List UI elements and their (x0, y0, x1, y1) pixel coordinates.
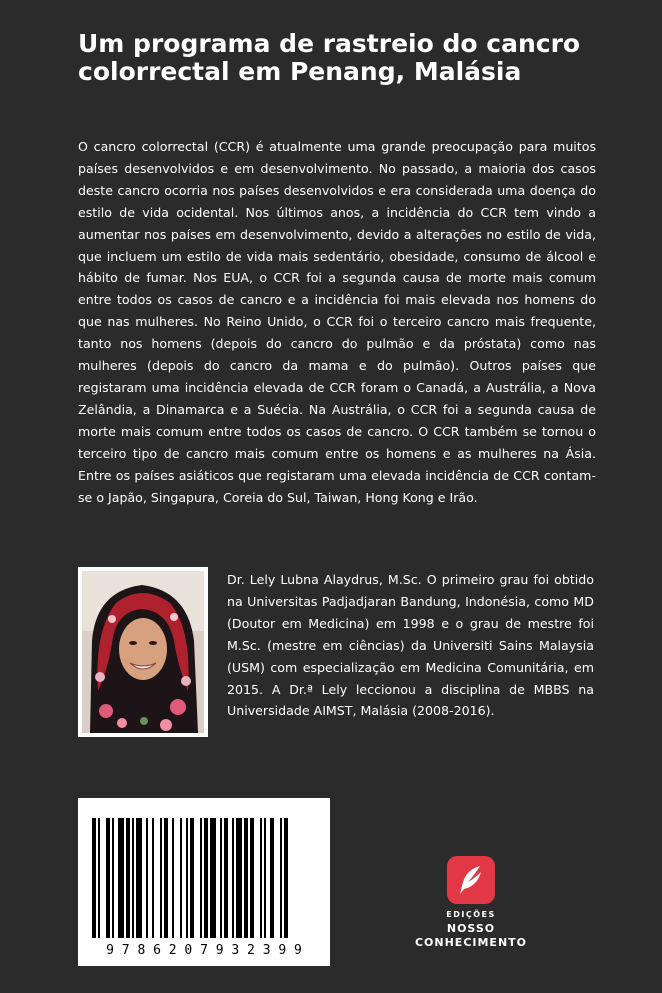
barcode-bar (126, 818, 130, 938)
barcode-bar (186, 818, 188, 938)
publisher-line1: EDIÇÕES (446, 910, 496, 919)
book-title: Um programa de rastreio do cancro colorrectal em Penang, Malásia (78, 29, 581, 86)
author-photo-frame (78, 567, 208, 737)
barcode-bar (98, 818, 100, 938)
quill-icon (447, 856, 495, 904)
author-bio: Dr. Lely Lubna Alaydrus, M.Sc. O primeiro grau foi obtido na Universitas Padjadjaran Bandung, Indonésia, como MD (Doutor em Medicina) em 1998 e o grau de mestre foi M.Sc. (mestre em ciências) da Universiti Sains Malaysia (USM) com especialização em Medicina Comunitária, em 2015. A Dr.ª Lely leccionou a disciplina de MBBS na Universidade AIMST, Malásia (2008-2016). (227, 572, 594, 719)
publisher-logo (389, 856, 553, 949)
book-summary: O cancro colorrectal (CCR) é atualmente uma grande preocupação para muitos países desenvolvidos e em desenvolvimento. No passado, a maioria dos casos deste cancro ocorria nos países desenvolvidos e era considerada uma doença do estilo de vida ocidental. Nos últimos anos, a incidência do CCR tem vindo a aumentar nos países em desenvolvimento, devido a alterações no estilo de vida, que incluem um estilo de vida mais sedentário, obesidade, consumo de álcool e hábito de fumar. Nos EUA, o CCR foi a segunda causa de morte mais comum entre todos os casos de cancro e a incidência foi mais elevada nos homens do que nas mulheres. No Reino Unido, o CCR foi o terceiro cancro mais frequente, tanto nos homens (depois do cancro do pulmão e da próstata) como nas mulheres (depois do cancro da mama e do pulmão). Outros países que registaram uma incidência elevada de CCR foram o Canadá, a Austrália, a Nova Zelândia, a Dinamarca e a Suécia. Na Austrália, o CCR foi a segunda causa de morte mais comum entre todos os casos de cancro. O CCR também se tornou o terceiro tipo de cancro mais comum entre os homens e as mulheres na Ásia. Entre os países asiáticos que registaram uma elevada incidência de CCR contam-se o Japão, Singapura, Coreia do Sul, Taiwan, Hong Kong e Irão. (78, 139, 596, 505)
barcode-bar (152, 818, 154, 938)
barcode-bar (270, 818, 274, 938)
barcode-bar (118, 818, 124, 938)
barcode-bar (200, 818, 202, 938)
barcode-bar (204, 818, 208, 938)
barcode-bar (260, 818, 262, 938)
barcode-bar (244, 818, 248, 938)
isbn-barcode (78, 798, 330, 966)
barcode-bar (106, 818, 110, 938)
barcode-bar (136, 818, 142, 938)
barcode-bar (284, 818, 288, 938)
barcode-bar (232, 818, 234, 938)
barcode-bar (264, 818, 266, 938)
barcode-bar (112, 818, 114, 938)
barcode-bar (280, 818, 282, 938)
barcode-bar (190, 818, 194, 938)
barcode-bar (180, 818, 182, 938)
barcode-bar (164, 818, 168, 938)
barcode-bar (172, 818, 174, 938)
publisher-line2: NOSSO CONHECIMENTO (414, 922, 528, 949)
author-photo (82, 571, 204, 733)
barcode-bar (220, 818, 222, 938)
barcode-bar (146, 818, 148, 938)
barcode-bar (160, 818, 162, 938)
barcode-bar (250, 818, 254, 938)
barcode-bar (224, 818, 228, 938)
isbn-digits: 9 7 8 6 2 0 7 9 3 2 3 9 9 (106, 943, 302, 958)
barcode-bar (236, 818, 242, 938)
barcode-bar (210, 818, 216, 938)
barcode-bar (132, 818, 134, 938)
barcode-bar (92, 818, 96, 938)
